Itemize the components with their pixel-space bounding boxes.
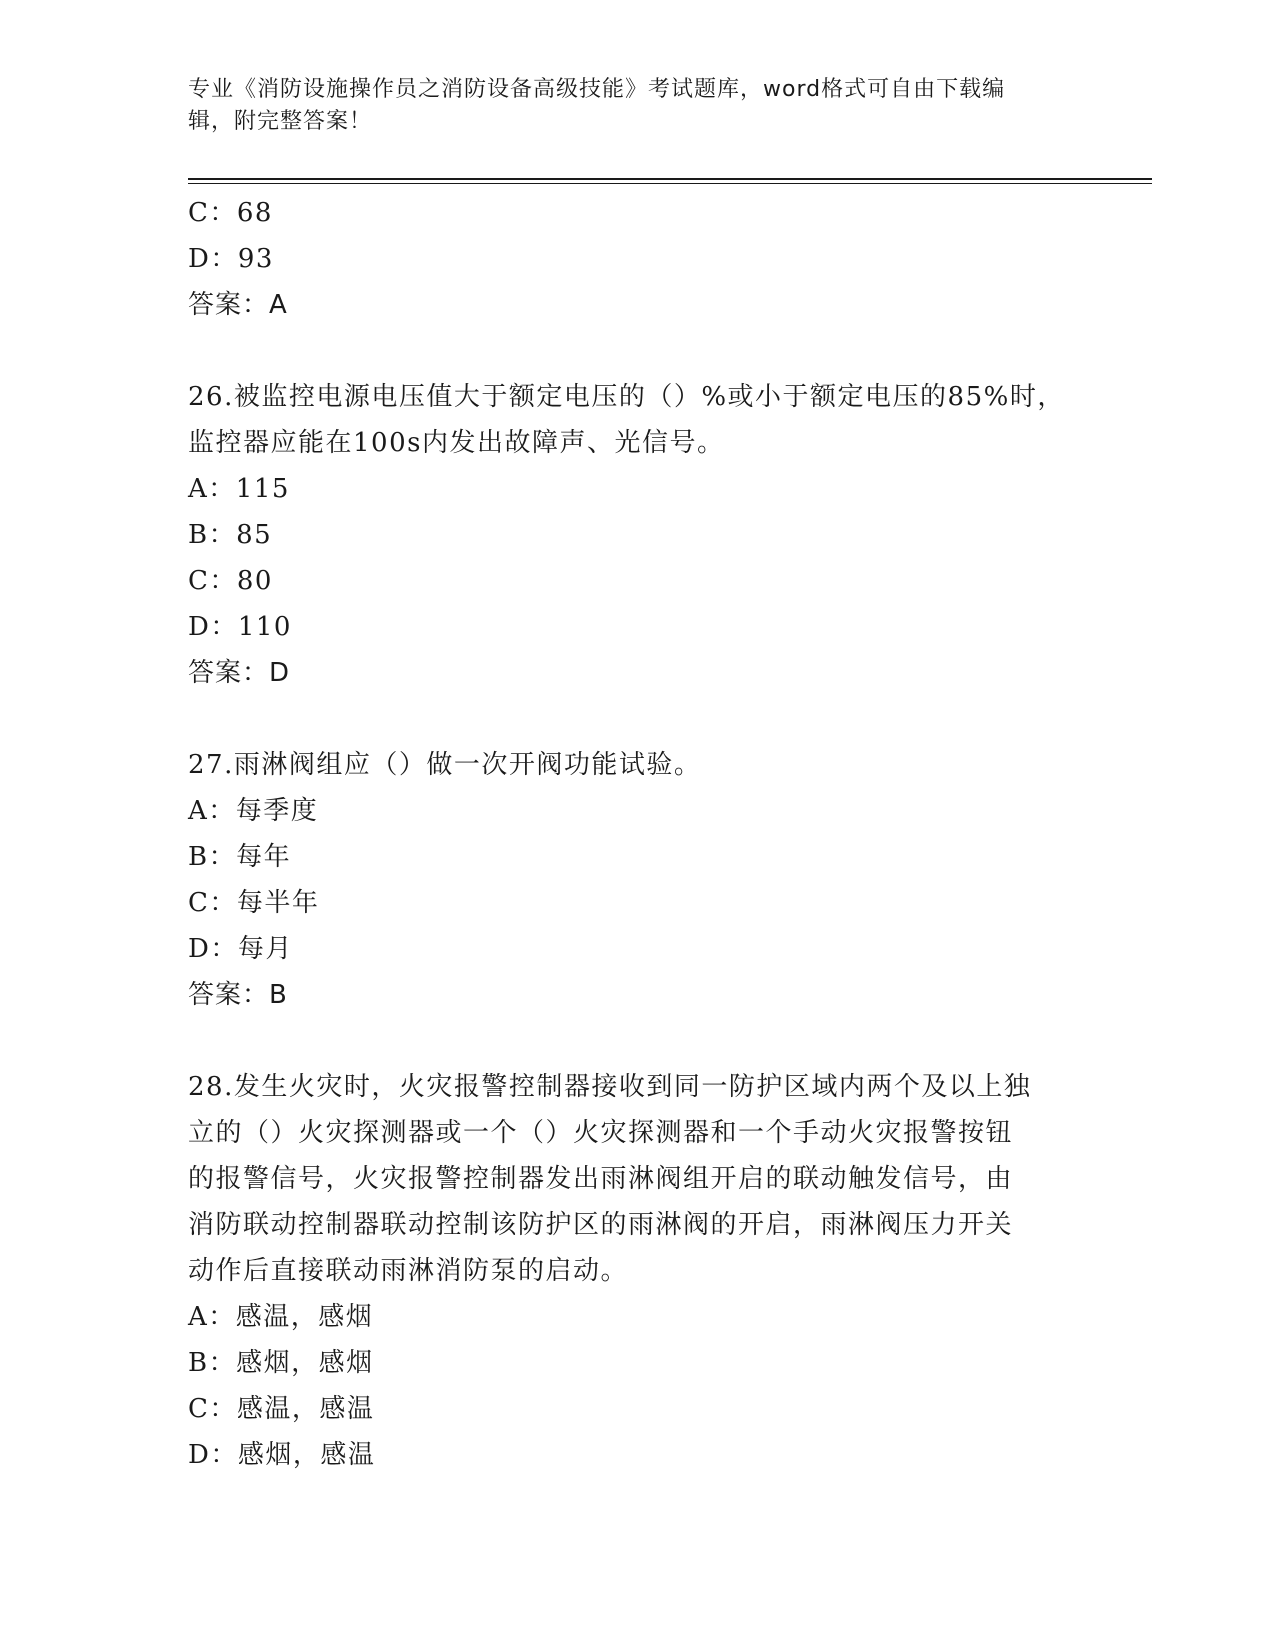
question-text-line: 26.被监控电源电压值大于额定电压的（）%或小于额定电压的85%时，	[188, 382, 1065, 412]
option-d: D：93	[188, 244, 274, 274]
option-d: D：感烟，感温	[188, 1440, 376, 1470]
question-25-tail	[188, 190, 1088, 328]
question-text-line: 立的（）火灾探测器或一个（）火灾探测器和一个手动火灾报警按钮	[188, 1118, 1014, 1148]
question-text-line: 28.发生火灾时，火灾报警控制器接收到同一防护区域内两个及以上独	[188, 1072, 1032, 1102]
spacer	[188, 1018, 1088, 1064]
option-a: A：115	[188, 474, 290, 504]
option-c: C：感温，感温	[188, 1394, 375, 1424]
option-d: D：每月	[188, 934, 293, 964]
question-28	[188, 1064, 1088, 1478]
header-divider-thin	[188, 183, 1152, 184]
option-a: A：感温，感烟	[188, 1302, 374, 1332]
question-27	[188, 742, 1088, 1018]
option-b: B：感烟，感烟	[188, 1348, 374, 1378]
option-b: B：85	[188, 520, 273, 550]
document-body	[188, 190, 1088, 1478]
question-text-line: 的报警信号，火灾报警控制器发出雨淋阀组开启的联动触发信号，由	[188, 1164, 1014, 1194]
header-divider-thick	[188, 178, 1152, 180]
header-line-1: 专业《消防设施操作员之消防设备高级技能》考试题库，word格式可自由下载编	[188, 77, 1006, 102]
answer-line: 答案：D	[188, 658, 291, 688]
option-d: D：110	[188, 612, 292, 642]
question-text-line: 27.雨淋阀组应（）做一次开阀功能试验。	[188, 750, 702, 780]
header-line-2: 辑，附完整答案！	[188, 109, 373, 134]
document-header	[188, 74, 1068, 138]
question-26	[188, 374, 1088, 696]
question-text-line: 动作后直接联动雨淋消防泵的启动。	[188, 1256, 629, 1286]
question-text-line: 监控器应能在100s内发出故障声、光信号。	[188, 428, 725, 458]
option-c: C：80	[188, 566, 273, 596]
answer-line: 答案：B	[188, 980, 288, 1010]
spacer	[188, 696, 1088, 742]
option-a: A：每季度	[188, 796, 319, 826]
question-text-line: 消防联动控制器联动控制该防护区的雨淋阀的开启，雨淋阀压力开关	[188, 1210, 1014, 1240]
option-c: C：68	[188, 198, 273, 228]
answer-line: 答案：A	[188, 290, 288, 320]
spacer	[188, 328, 1088, 374]
option-c: C：每半年	[188, 888, 320, 918]
option-b: B：每年	[188, 842, 292, 872]
